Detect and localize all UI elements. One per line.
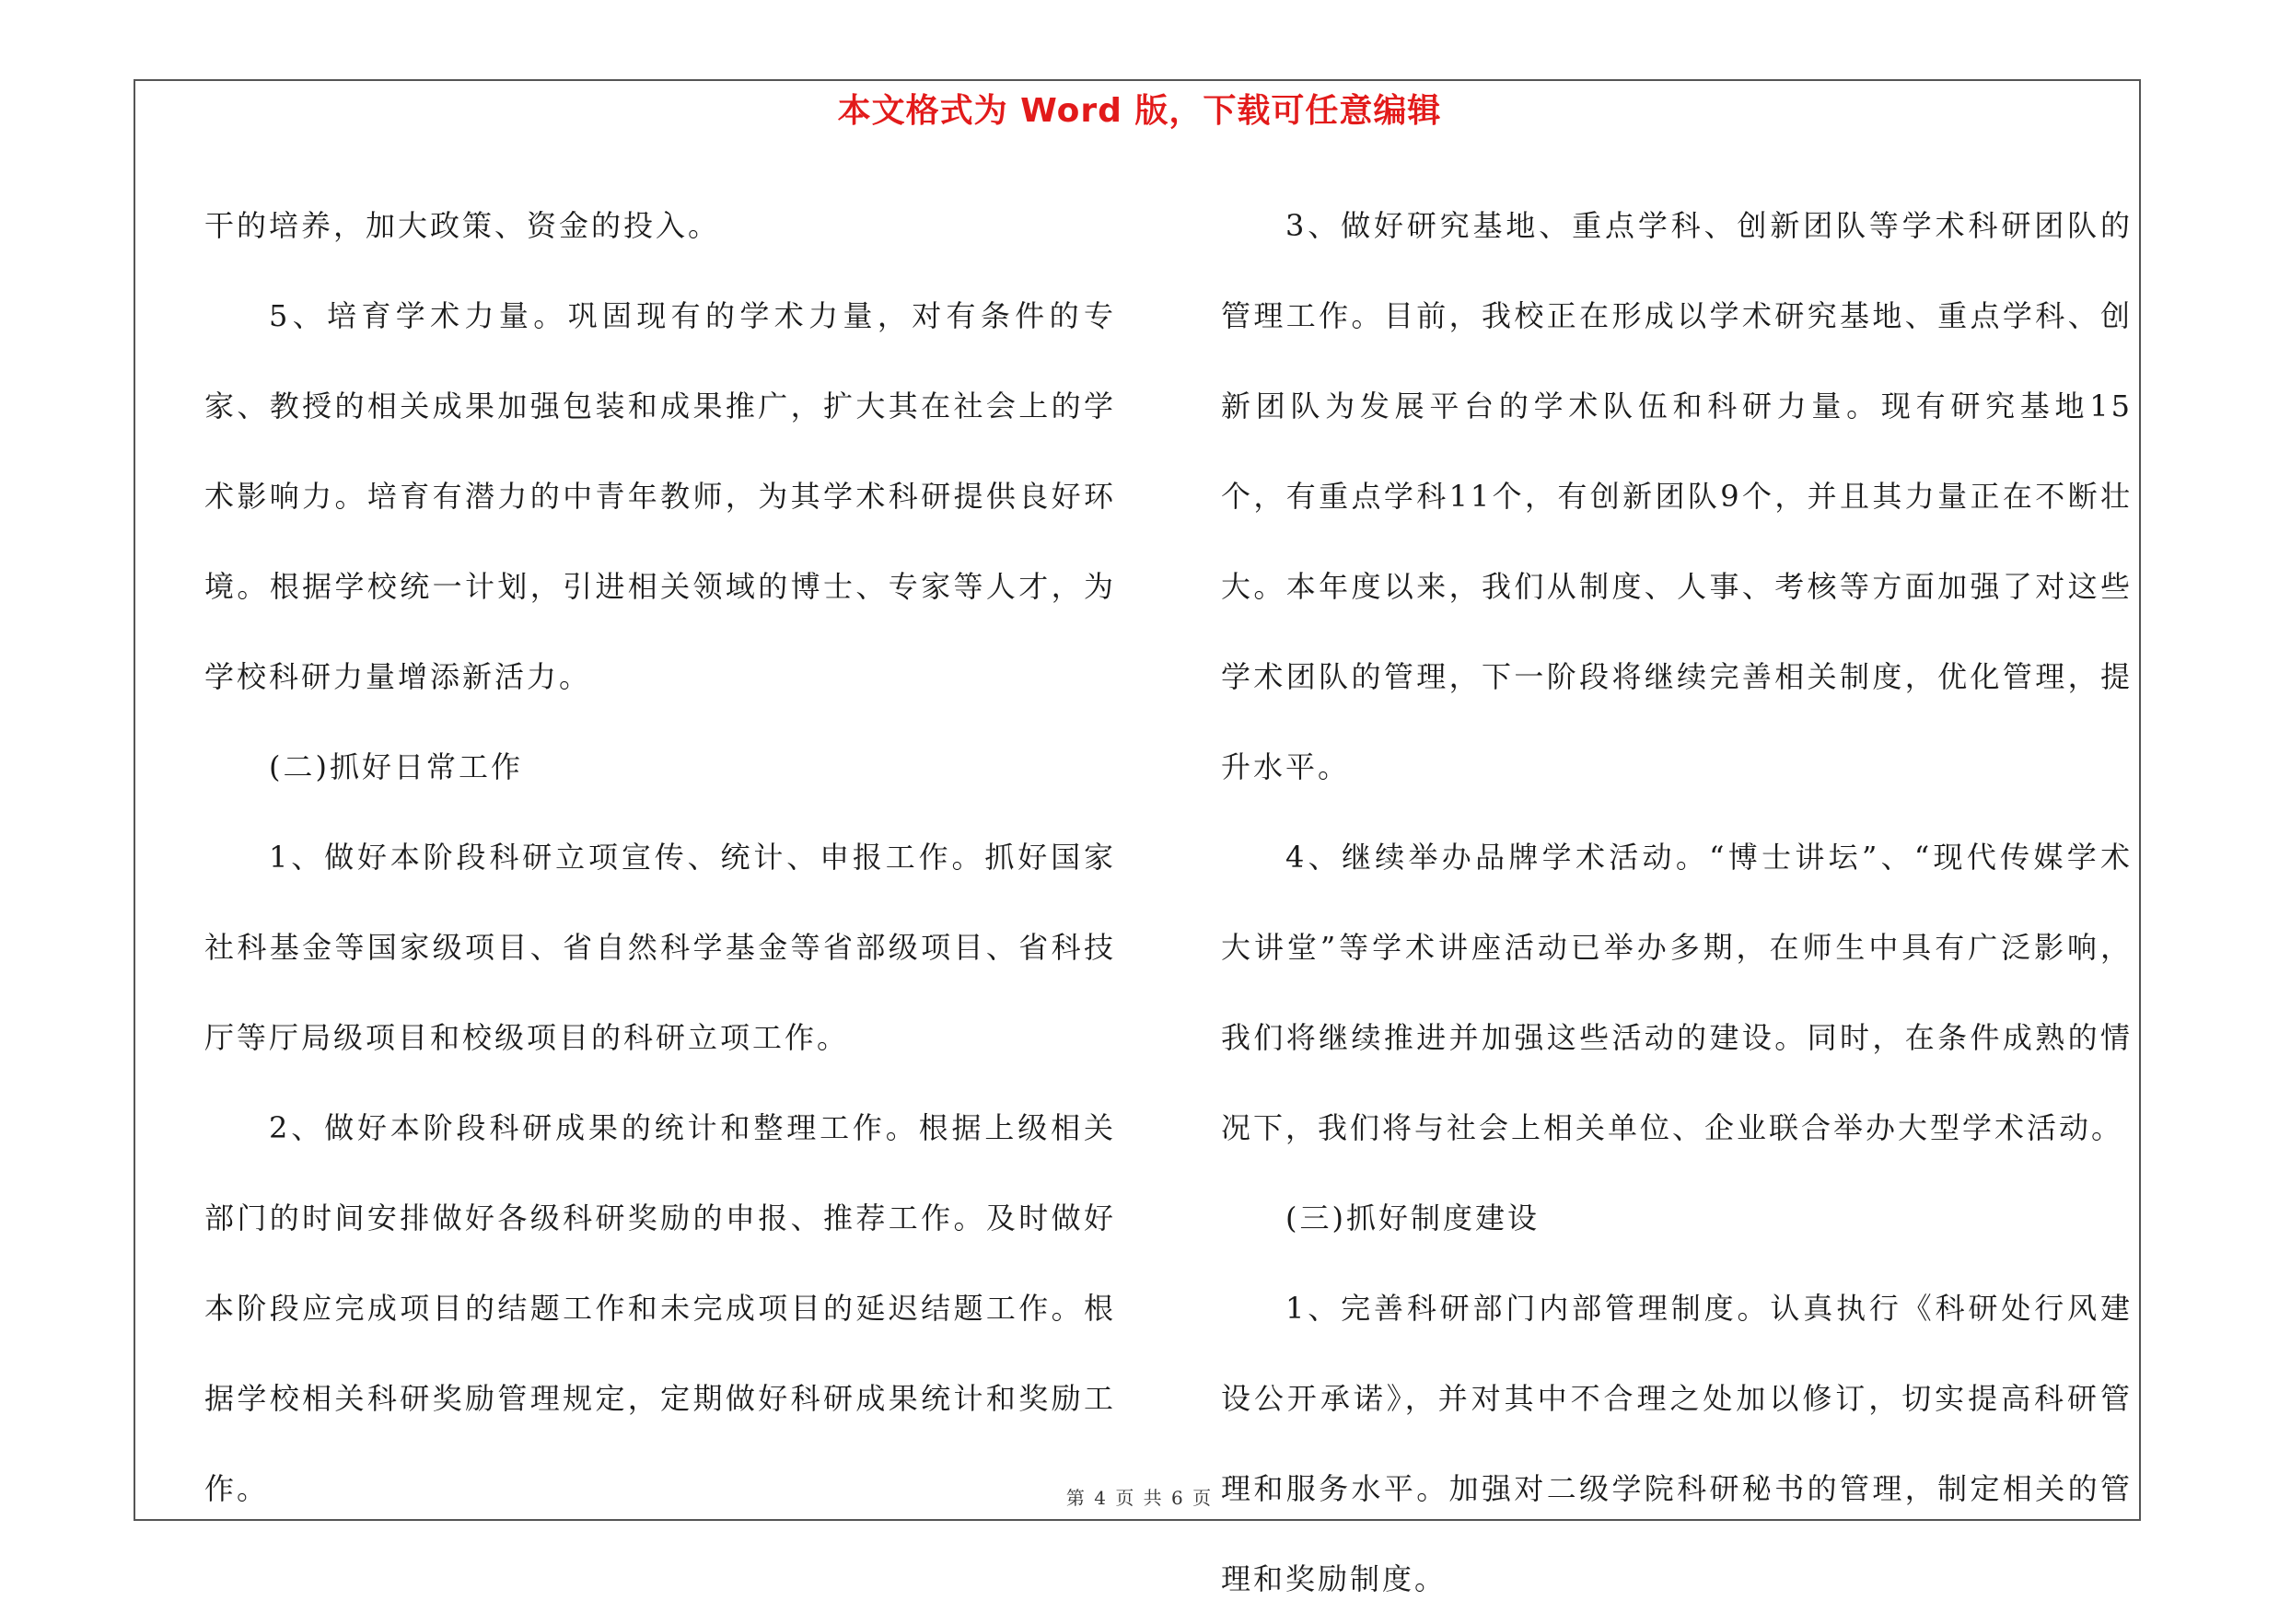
- paragraph-item-4: 4、继续举办品牌学术活动。“博士讲坛”、“现代传媒学术大讲堂”等学术讲座活动已举办多期，在师生中具有广泛影响，我们将继续推进并加强这些活动的建设。同时，在条件成熟的情况下，我们将与社会上相关单位、企业联合举办大型学术活动。: [1221, 840, 2133, 1145]
- paragraph-item-3: 3、做好研究基地、重点学科、创新团队等学术科研团队的管理工作。目前，我校正在形成以学术研究基地、重点学科、创新团队为发展平台的学术队伍和科研力量。现有研究基地15个，有重点学科11个，有创新团队9个，并且其力量正在不断壮大。本年度以来，我们从制度、人事、考核等方面加强了对这些学术团队的管理，下一阶段将继续完善相关制度，优化管理，提升水平。: [1221, 208, 2133, 784]
- right-column: [1221, 180, 2133, 1624]
- section-heading-3: (三)抓好制度建设: [1285, 1201, 1540, 1235]
- left-column: [204, 180, 1116, 1534]
- paragraph-item-5: 5、培育学术力量。巩固现有的学术力量，对有条件的专家、教授的相关成果加强包装和成果推广，扩大其在社会上的学术影响力。培育有潜力的中青年教师，为其学术科研提供良好环境。根据学校统一计划，引进相关领域的博士、专家等人才，为学校科研力量增添新活力。: [204, 298, 1116, 694]
- paragraph-item-1: 1、做好本阶段科研立项宣传、统计、申报工作。抓好国家社科基金等国家级项目、省自然科学基金等省部级项目、省科技厅等厅局级项目和校级项目的科研立项工作。: [204, 840, 1116, 1055]
- page-number-footer: 第 4 页 共 6 页: [1065, 1487, 1214, 1509]
- paragraph-item-1-system: 1、完善科研部门内部管理制度。认真执行《科研处行风建设公开承诺》，并对其中不合理之处加以修订，切实提高科研管理和服务水平。加强对二级学院科研秘书的管理，制定相关的管理和奖励制度。: [1221, 1291, 2133, 1596]
- header-banner: 本文格式为 Word 版，下载可任意编辑: [837, 92, 1442, 130]
- paragraph-continuation: 干的培养，加大政策、资金的投入。: [204, 208, 721, 243]
- paragraph-item-2: 2、做好本阶段科研成果的统计和整理工作。根据上级相关部门的时间安排做好各级科研奖励的申报、推荐工作。及时做好本阶段应完成项目的结题工作和未完成项目的延迟结题工作。根据学校相关科研奖励管理规定，定期做好科研成果统计和奖励工作。: [204, 1110, 1116, 1506]
- section-heading-2: (二)抓好日常工作: [269, 749, 523, 784]
